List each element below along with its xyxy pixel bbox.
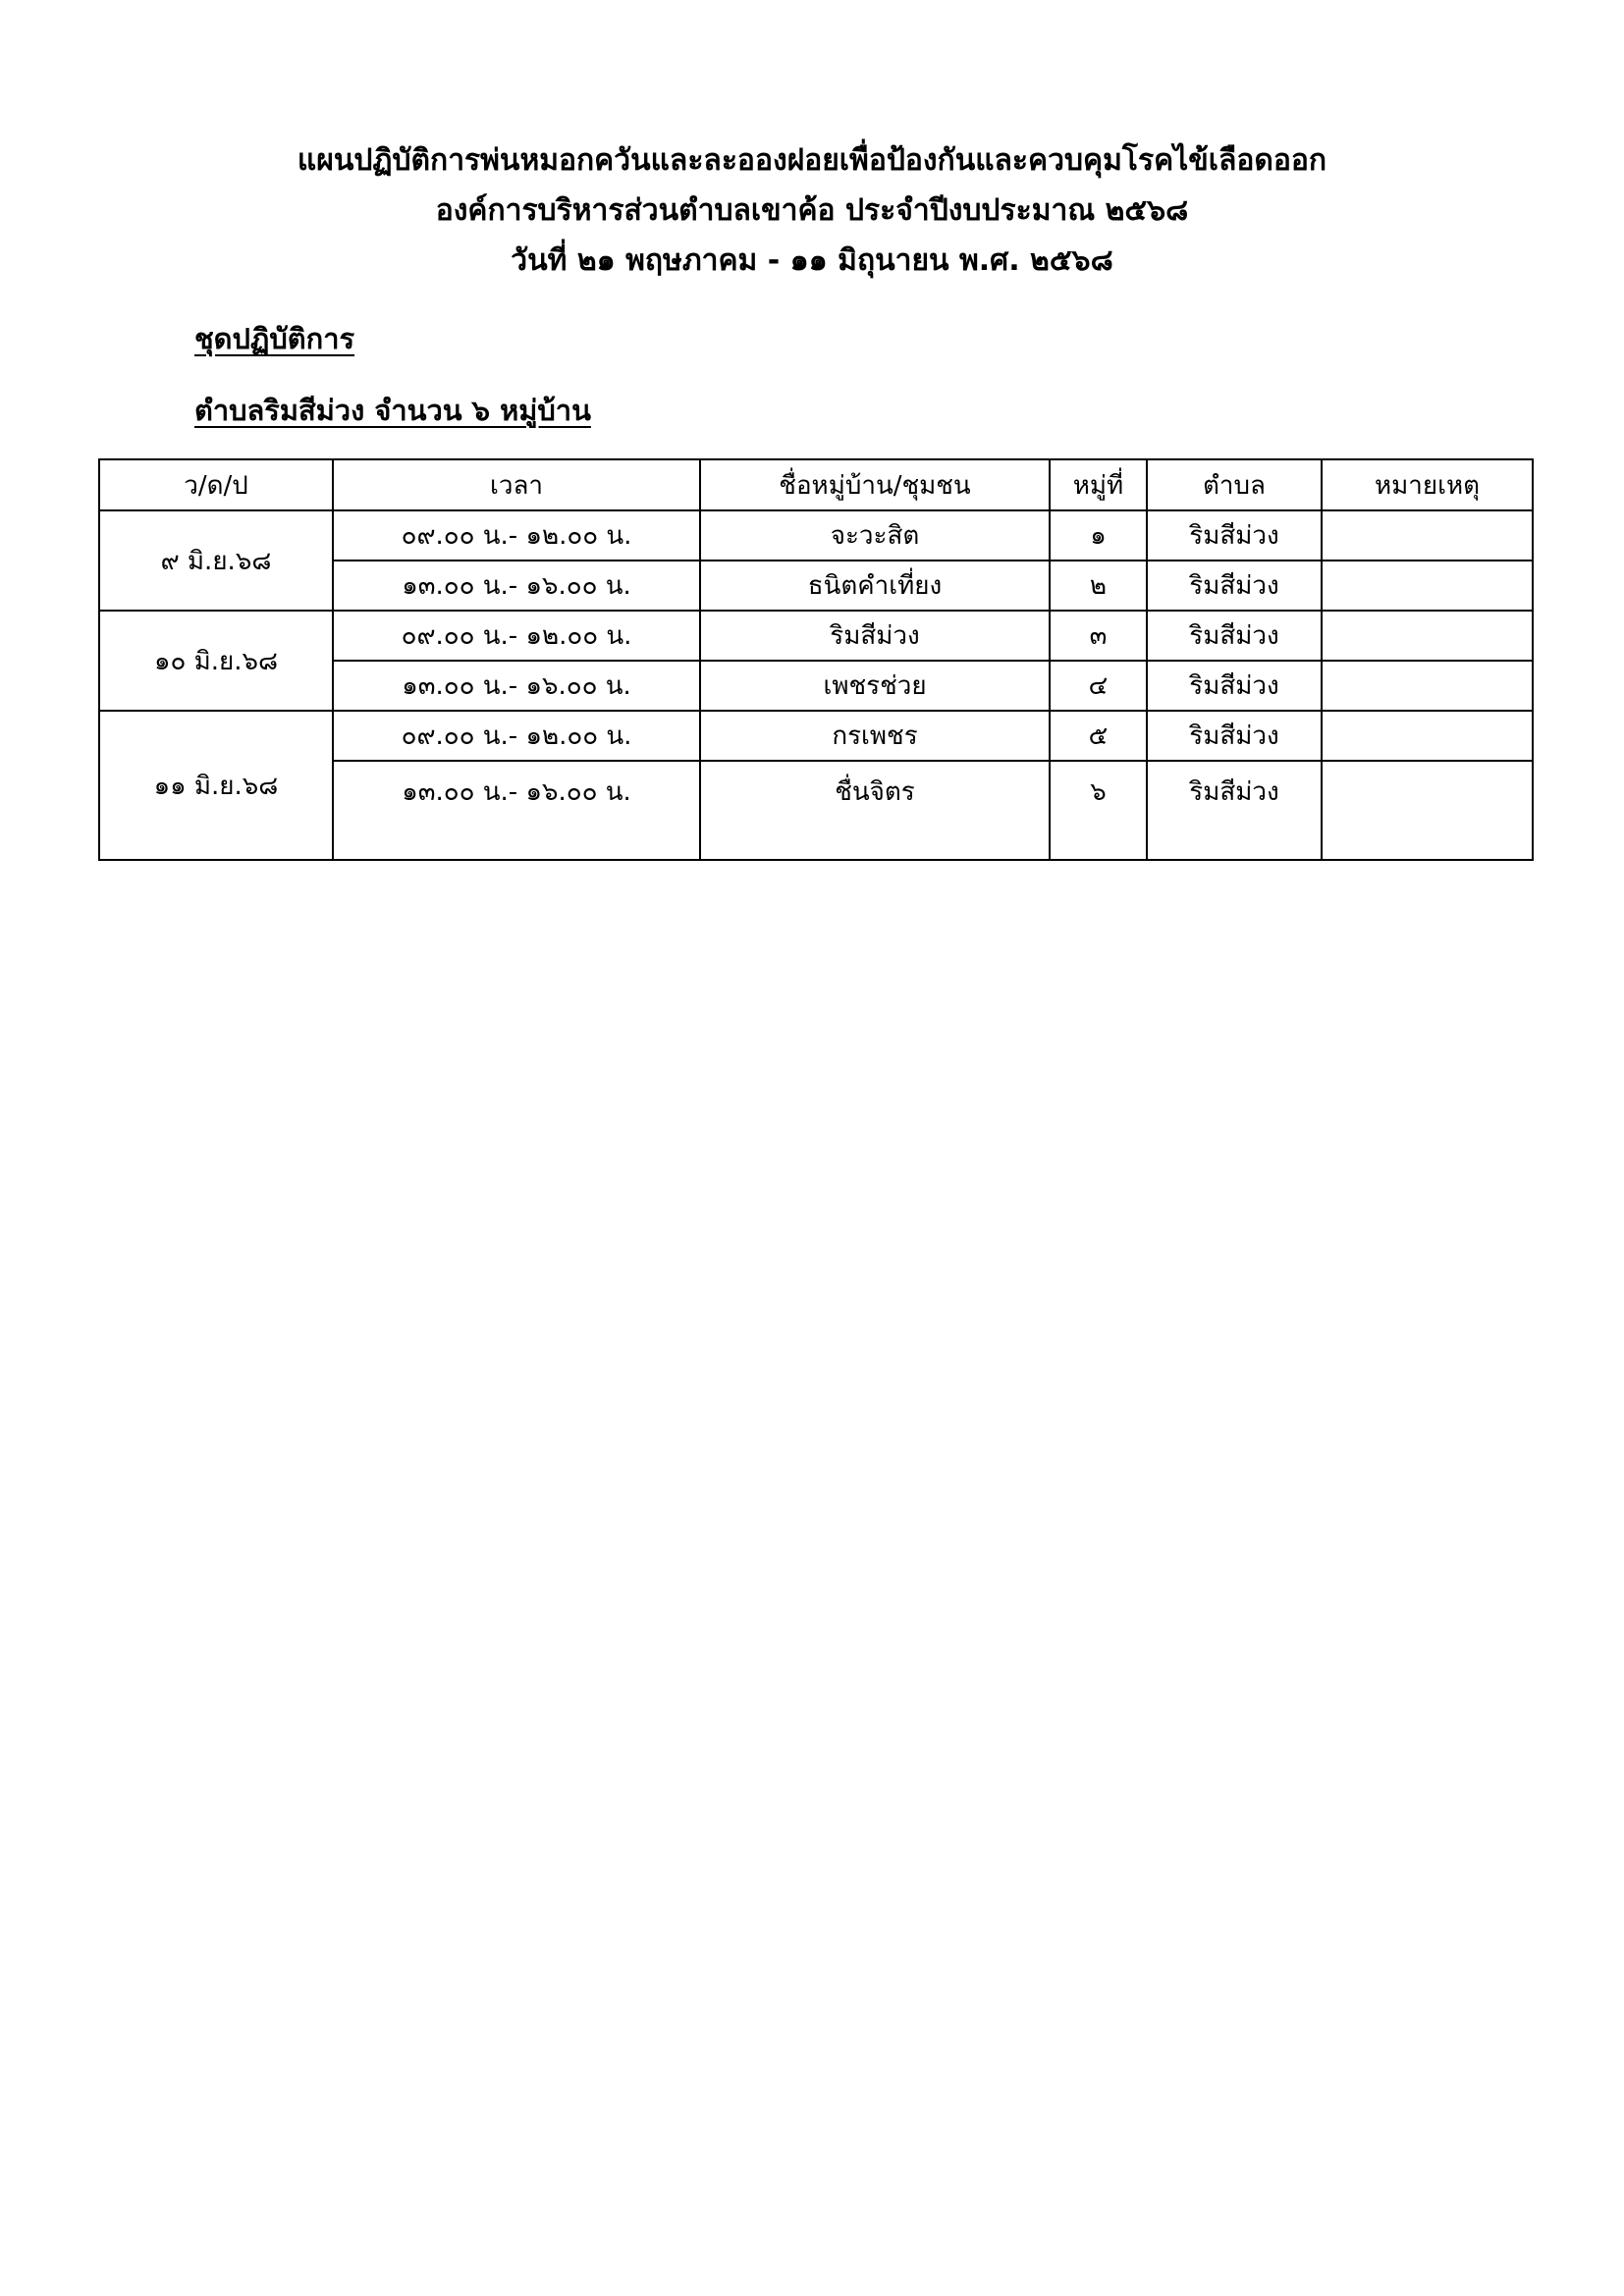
moo-cell: ๓ xyxy=(1050,611,1147,661)
header-subdistrict: ตำบล xyxy=(1147,459,1322,510)
moo-cell: ๑ xyxy=(1050,510,1147,561)
note-cell xyxy=(1322,611,1533,661)
date-cell: ๙ มิ.ย.๖๘ xyxy=(99,510,333,611)
schedule-table xyxy=(98,458,1534,861)
subdistrict-cell: ริมสีม่วง xyxy=(1147,661,1322,711)
date-cell: ๑๐ มิ.ย.๖๘ xyxy=(99,611,333,711)
moo-cell: ๕ xyxy=(1050,711,1147,761)
header-date: ว/ด/ป xyxy=(99,459,333,510)
subdistrict-cell: ริมสีม่วง xyxy=(1147,561,1322,611)
village-cell: ชื่นจิตร xyxy=(700,761,1050,860)
note-cell xyxy=(1322,761,1533,860)
village-cell: กรเพชร xyxy=(700,711,1050,761)
title-line-date-range: วันที่ ๒๑ พฤษภาคม - ๑๑ มิถุนายน พ.ศ. ๒๕๖๘ xyxy=(511,243,1113,278)
header-note: หมายเหตุ xyxy=(1322,459,1533,510)
village-cell: จะวะสิต xyxy=(700,510,1050,561)
table-row xyxy=(99,711,1533,761)
table-header-row xyxy=(99,459,1533,510)
moo-cell: ๔ xyxy=(1050,661,1147,711)
time-cell: ๑๓.๐๐ น.- ๑๖.๐๐ น. xyxy=(333,661,700,711)
village-cell: เพชรช่วย xyxy=(700,661,1050,711)
header-village-name: ชื่อหมู่บ้าน/ชุมชน xyxy=(700,459,1050,510)
subdistrict-cell: ริมสีม่วง xyxy=(1147,510,1322,561)
title-line-organization: องค์การบริหารส่วนตำบลเขาค้อ ประจำปีงบประมาณ ๒๕๖๘ xyxy=(435,193,1189,228)
table-row xyxy=(99,510,1533,561)
document-title xyxy=(0,135,1624,286)
time-cell: ๐๙.๐๐ น.- ๑๒.๐๐ น. xyxy=(333,510,700,561)
subdistrict-cell: ริมสีม่วง xyxy=(1147,711,1322,761)
header-time: เวลา xyxy=(333,459,700,510)
moo-cell: ๖ xyxy=(1050,761,1147,860)
moo-cell: ๒ xyxy=(1050,561,1147,611)
note-cell xyxy=(1322,510,1533,561)
time-cell: ๑๓.๐๐ น.- ๑๖.๐๐ น. xyxy=(333,561,700,611)
title-line-plan: แผนปฏิบัติการพ่นหมอกควันและละอองฝอยเพื่อป้องกันและควบคุมโรคไข้เลือดออก xyxy=(297,143,1327,178)
note-cell xyxy=(1322,661,1533,711)
time-cell: ๑๓.๐๐ น.- ๑๖.๐๐ น. xyxy=(333,761,700,860)
table-row xyxy=(99,611,1533,661)
header-moo: หมู่ที่ xyxy=(1050,459,1147,510)
time-cell: ๐๙.๐๐ น.- ๑๒.๐๐ น. xyxy=(333,711,700,761)
subdistrict-cell: ริมสีม่วง xyxy=(1147,761,1322,860)
note-cell xyxy=(1322,561,1533,611)
subdistrict-village-count-label: ตำบลริมสีม่วง จำนวน ๖ หมู่บ้าน xyxy=(194,394,591,427)
date-cell: ๑๑ มิ.ย.๖๘ xyxy=(99,711,333,860)
subdistrict-cell: ริมสีม่วง xyxy=(1147,611,1322,661)
village-cell: ธนิตคำเที่ยง xyxy=(700,561,1050,611)
time-cell: ๐๙.๐๐ น.- ๑๒.๐๐ น. xyxy=(333,611,700,661)
operation-set-label: ชุดปฏิบัติการ xyxy=(194,322,355,355)
note-cell xyxy=(1322,711,1533,761)
village-cell: ริมสีม่วง xyxy=(700,611,1050,661)
